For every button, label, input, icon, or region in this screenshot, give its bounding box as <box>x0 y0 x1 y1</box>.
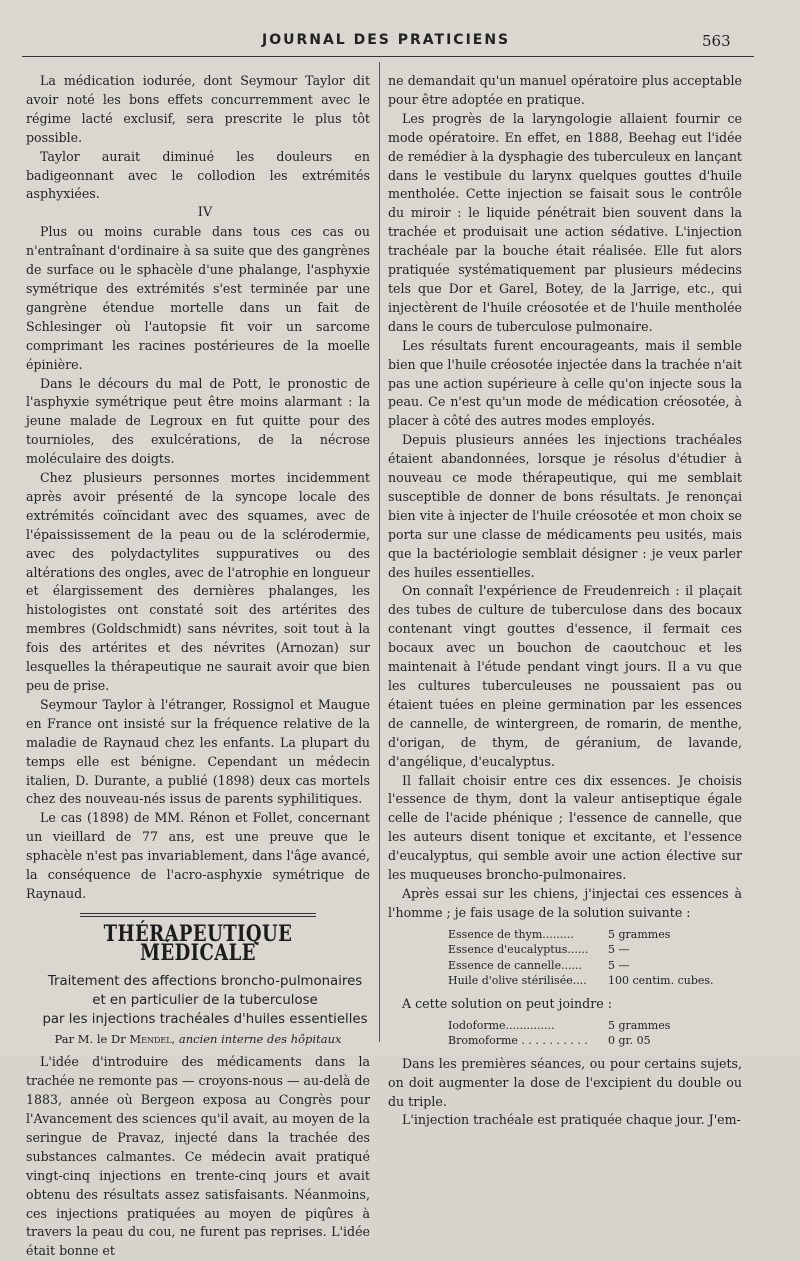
paragraph: Il fallait choisir entre ces dix essences. Je choisis l'essence de thym, dont la valeur antiseptique égale celle de l'acide phénique ; l'essence de cannelle, que les auteurs disent tonique et excitante, et l'essence d'eucalyptus, qui semble avoir une action élective sur les muqueuses broncho-pulmonaires. <box>388 772 742 883</box>
paragraph: Après essai sur les chiens, j'injectai ces essences à l'homme ; je fais usage de la solution suivante : <box>388 885 742 920</box>
formula-row: Essence de cannelle...... 5 — <box>448 958 630 972</box>
left-column <box>26 72 370 1261</box>
paragraph: Seymour Taylor à l'étranger, Rossignol et Maugue en France ont insisté sur la fréquence relative de la maladie de Raynaud chez les enfants. La plupart du temps elle est bénigne. Cependant un médecin italien, D. Durante, a publié (1898) deux cas mortels chez des nouveau-nés issus de parents syphilitiques. <box>26 696 370 807</box>
paragraph: On connaît l'expérience de Freudenreich : il plaçait des tubes de culture de tuberculose dans des bocaux contenant vingt gouttes d'essence, il fermait ces bocaux avec un bouchon de caoutchouc et les maintenait à l'étude pendant vingt jours. Il a vu que les cultures tuberculeuses ne poussaient pas ou étaient tuées en pleine germination par les essences de cannelle, de wintergreen, de romarin, de menthe, d'origan, de thym, de géranium, de lavande, d'angélique, d'eucalyptus. <box>388 583 742 769</box>
formula-row: Essence d'eucalyptus...... 5 — <box>448 943 630 957</box>
paragraph: Chez plusieurs personnes mortes incidemment après avoir présenté de la syncope locale des extrémités coïncidant avec des squames, avec de l'épaississement de la peau ou de la sclérodermie, avec des polydactylites suppuratives ou des altérations des ongles, avec de l'atrophie en longueur et élargissement des dernières phalanges, les histologistes ont constaté soit des artérites des membres (Goldschmidt) sans névrites, soit tout à la fois des artérites et des névrites (Arnozan) sur lesquelles la thérapeutique ne saurait avoir que bien peu de prise. <box>26 470 370 693</box>
paragraph: ne demandait qu'un manuel opératoire plus acceptable pour être adoptée en pratique. <box>388 73 742 107</box>
author-line <box>26 1030 370 1049</box>
formula-row: Bromoforme . . . . . . . . . . 0 gr. 05 <box>448 1034 651 1048</box>
article-title-line-3: par les injections trachéales d'huiles essentielles <box>42 1011 368 1027</box>
article-title-line-1: Traitement des affections broncho-pulmonaires <box>47 973 363 989</box>
paragraph: Depuis plusieurs années les injections trachéales étaient abandonnées, lorsque je résolus d'étudier à nouveau ce mode thérapeutique, qui me semblait susceptible de donner de bons résultats. Je renonçai bien vite à injecter de l'huile créosotée et mon choix se porta sur une classe de médicaments peu usités, mais que la bactériologie semblait désigner : je veux parler des huiles essentielles. <box>388 432 742 580</box>
paragraph: Taylor aurait diminué les douleurs en badigeonnant avec le collodion les extrémités asphyxiées. <box>26 148 370 202</box>
formula-table-additions <box>448 1018 670 1049</box>
section-heading: THÉRAPEUTIQUE MÉDICALE <box>103 920 293 966</box>
author-prefix: Par M. le Dr <box>54 1032 126 1047</box>
formula-table <box>448 927 714 989</box>
page-number: 563 <box>702 32 731 50</box>
paragraph: A cette solution on peut joindre : <box>402 995 612 1011</box>
formula-row: Huile d'olive stérilisée.... 100 centim. cubes. <box>448 974 714 988</box>
paragraph: Le cas (1898) de MM. Rénon et Follet, concernant un vieillard de 77 ans, est une preuve que le sphacèle n'est pas invariablement, dans l'âge avancé, la conséquence de l'acro-asphyxie symétrique de Raynaud. <box>26 810 370 901</box>
paragraph: L'idée d'introduire des médicaments dans la trachée ne remonte pas — croyons-nous — au-delà de 1883, année où Bergeon exposa au Congrès pour l'Avancement des sciences qu'il avait, au moyen de la seringue de Pravaz, injecté dans la trachée des substances calmantes. Ce médecin avait pratiqué vingt-cinq injections en trente-cinq jours et avait obtenu des résultats assez satisfaisants. Néanmoins, ces injections pratiquées au moyen de piqûres à travers la peau du cou, ne furent pas reprises. L'idée était bonne et <box>26 1054 370 1259</box>
paragraph: Plus ou moins curable dans tous ces cas ou n'entraînant d'ordinaire à sa suite que des gangrènes de surface ou le sphacèle d'une phalange, l'asphyxie symétrique des extrémités s'est terminée par une gangrène étendue mortelle dans un fait de Schlesinger où l'autopsie fit voir un sarcome comprimant les racines postérieures de la moelle épinière. <box>26 224 370 372</box>
author-name: Mendel, <box>129 1032 176 1047</box>
formula-row: Iodoforme.............. 5 grammes <box>448 1018 671 1032</box>
paragraph: La médication iodurée, dont Seymour Taylor dit avoir noté les bons effets concurremment avec le régime lacté exclusif, sera prescrite le plus tôt possible. <box>26 73 370 145</box>
paragraph: Les progrès de la laryngologie allaient fournir ce mode opératoire. En effet, en 1888, Beehag eut l'idée de remédier à la dysphagie des tuberculeux en lançant dans le vestibule du larynx quelques gouttes d'huile mentholée. Cette injection se faisait sous le contrôle du miroir : le liquide pénétrait bien souvent dans la trachée et produisait une action sédative. L'injection trachéale par la bouche était réalisée. Elle fut alors pratiquée systématiquement par plusieurs médecins tels que Dor et Garel, Botey, de la Jarrige, etc., qui injectèrent de l'huile créosotée et de l'huile mentholée dans le cours de tuberculose pulmonaire. <box>388 110 742 334</box>
section-number: IV <box>197 205 213 221</box>
article-title-line-2: et en particulier de la tuberculose <box>92 992 318 1008</box>
header-rule <box>22 56 754 57</box>
right-column <box>388 72 742 1130</box>
page-header <box>0 32 800 52</box>
journal-title: JOURNAL DES PRATICIENS <box>262 32 511 48</box>
formula-row: Essence de thym......... 5 grammes <box>448 927 671 941</box>
paragraph: Dans le décours du mal de Pott, le pronostic de l'asphyxie symétrique peut être moins alarmant : la jeune malade de Legroux en fut quitte pour des tournioles, des exulcérations, de la nécrose moléculaire des doigts. <box>26 375 370 467</box>
paragraph: L'injection trachéale est pratiquée chaque jour. J'em- <box>402 1112 741 1128</box>
paragraph: Dans les premières séances, ou pour certains sujets, on doit augmenter la dose de l'excipient du double ou du triple. <box>388 1055 742 1109</box>
author-affiliation: ancien interne des hôpitaux <box>178 1032 342 1047</box>
paragraph: Les résultats furent encourageants, mais il semble bien que l'huile créosotée injectée dans la trachée n'ait pas une action supérieure à celle qu'on injecte sous la peau. Ce n'est qu'un mode de médication créosotée, à placer à côté des autres modes employés. <box>388 337 742 429</box>
column-divider <box>379 62 380 1042</box>
section-rule <box>26 913 370 917</box>
